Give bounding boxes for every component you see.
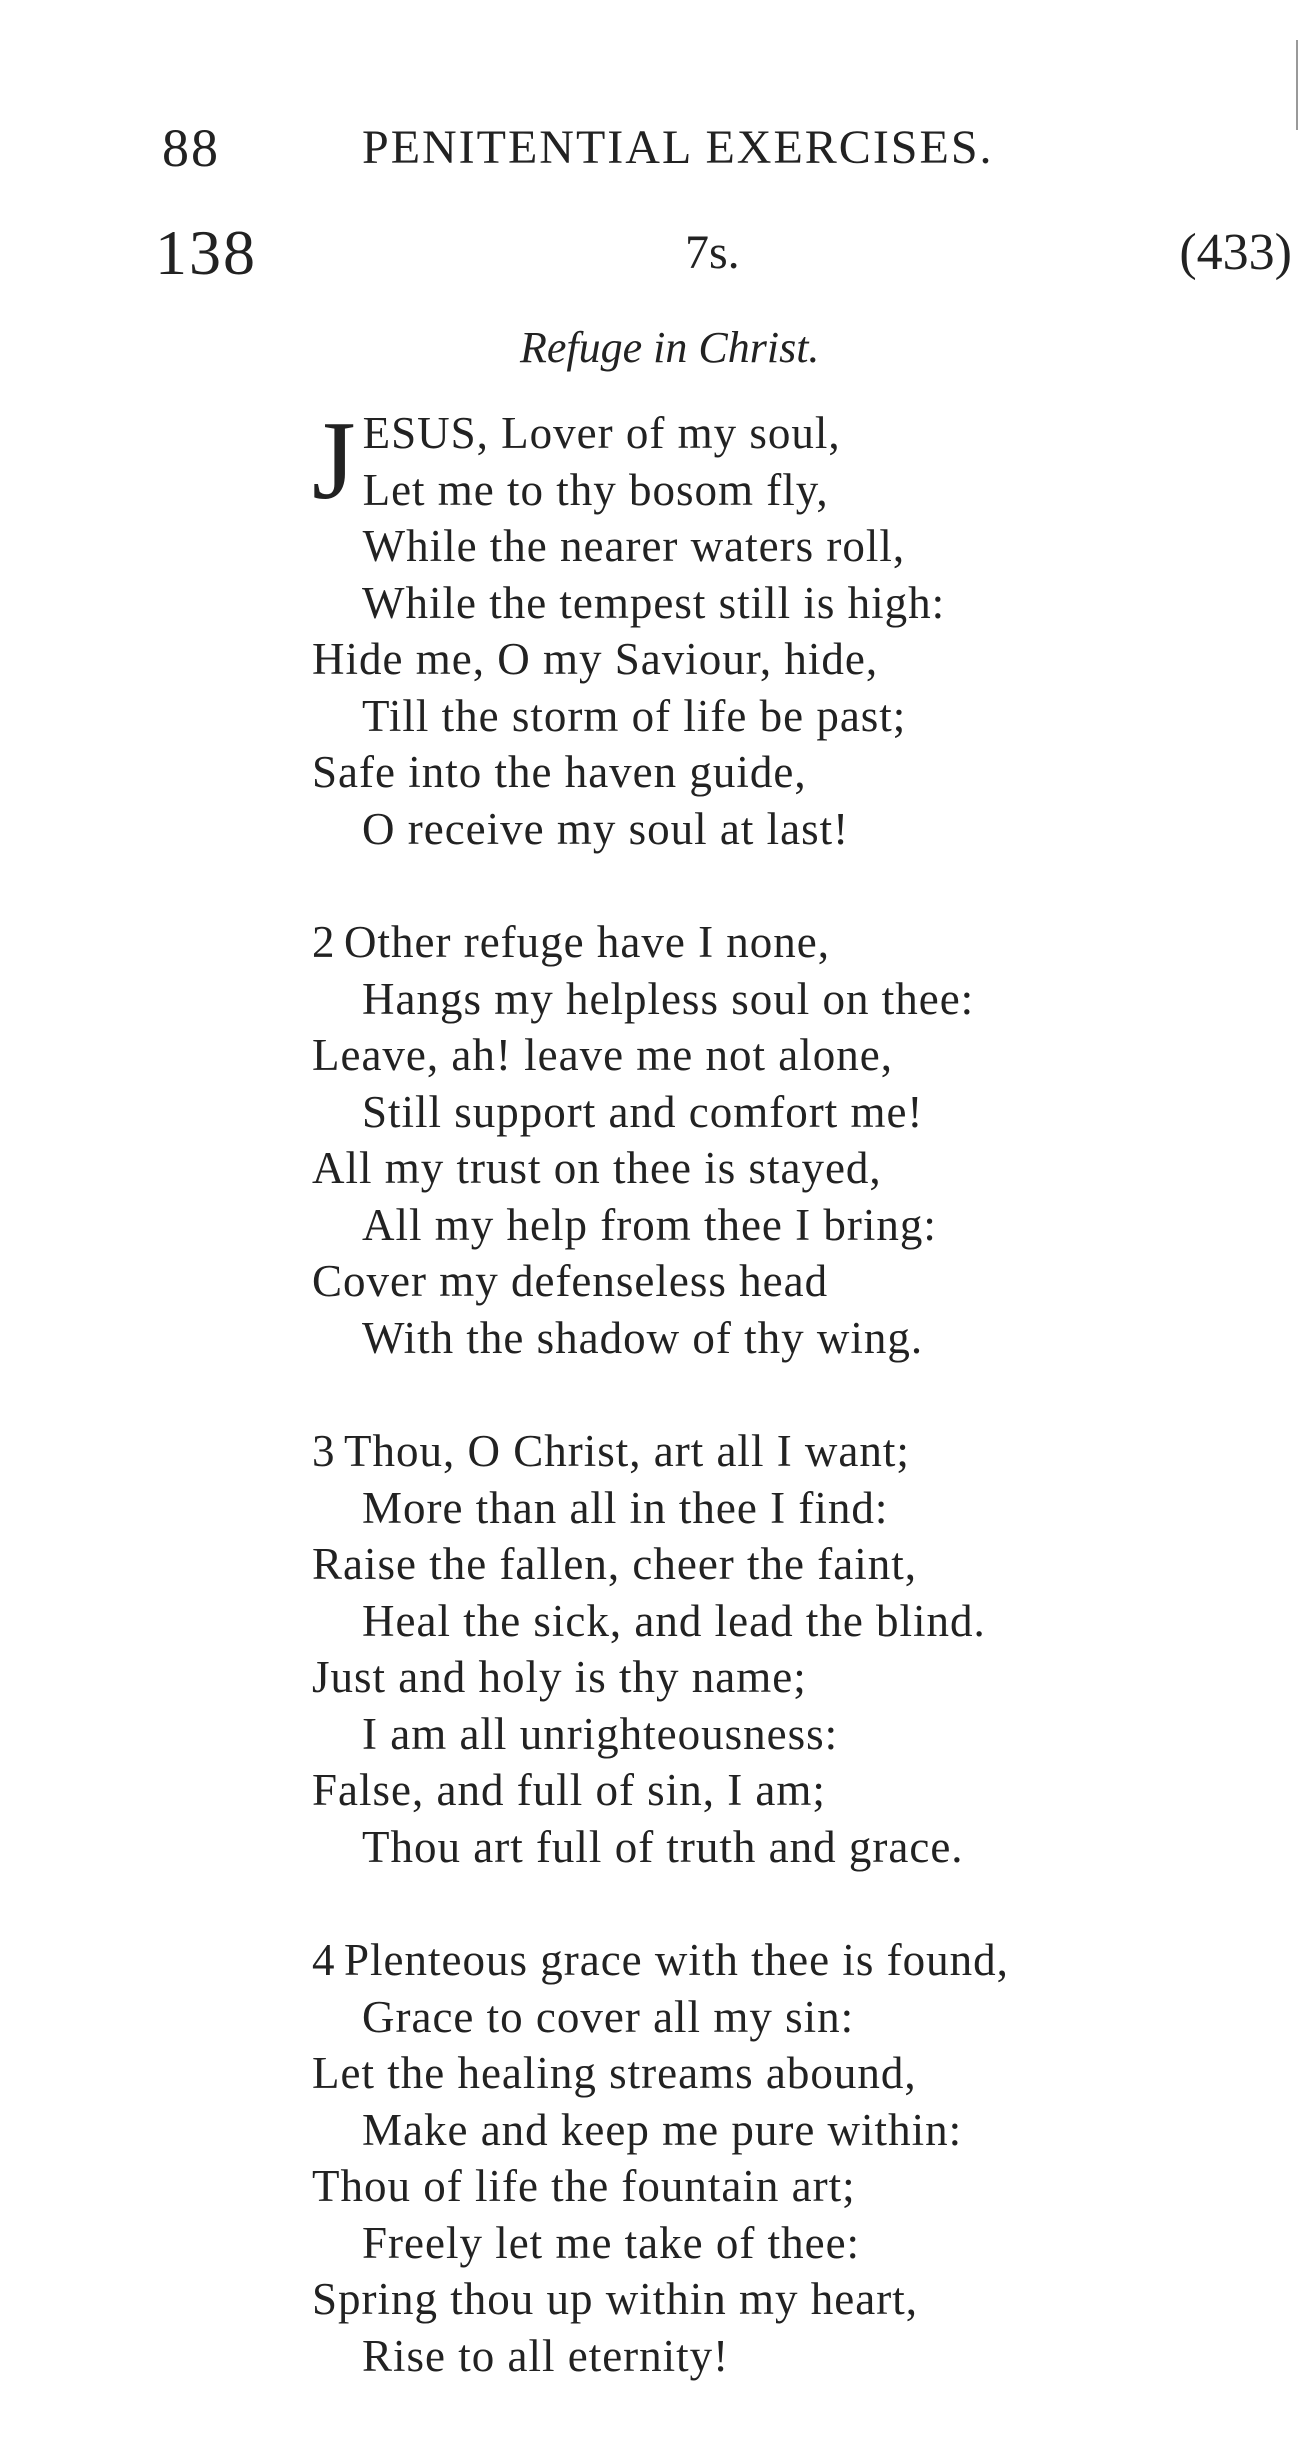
section-title: PENITENTIAL EXERCISES. [362, 121, 994, 174]
verse-line: False, and full of sin, I am; [312, 1765, 826, 1815]
verse-line [312, 1423, 1242, 1480]
stanza-4 [312, 1932, 1242, 2384]
verse-line: Heal the sick, and lead the blind. [362, 1595, 986, 1646]
stanza-3 [312, 1423, 1242, 1875]
verse-line: Freely let me take of thee: [362, 2217, 861, 2268]
page-number: 88 [162, 118, 220, 178]
verse-line: Safe into the haven guide, [312, 747, 807, 797]
verse-line: Let me to thy bosom fly, [362, 464, 829, 515]
verse-text: Other refuge have I none, [344, 917, 831, 967]
verse-text: Plenteous grace with thee is found, [344, 1935, 1009, 1985]
verse-line: Spring thou up within my heart, [312, 2274, 918, 2324]
verse-line: Just and holy is thy name; [312, 1652, 807, 1702]
hymn-title: Refuge in Christ. [520, 323, 820, 372]
hymn-text [312, 399, 1242, 2441]
drop-cap: J [312, 399, 357, 523]
verse-line: ESUS, Lover of my soul, [362, 408, 841, 458]
verse-line: Let the healing streams abound, [312, 2048, 917, 2098]
verse-line: Make and keep me pure within: [362, 2104, 963, 2155]
verse-line: I am all unrighteousness: [362, 1708, 839, 1759]
verse-line: Grace to cover all my sin: [362, 1991, 855, 2042]
verse-text: Thou, O Christ, art all I want; [344, 1426, 910, 1476]
verse-line: Hangs my helpless soul on thee: [362, 973, 975, 1024]
verse-line: Thou art full of truth and grace. [362, 1821, 964, 1872]
verse-line: Thou of life the fountain art; [312, 2161, 856, 2211]
hymn-meter: 7s. [685, 226, 740, 279]
stanza-number: 2 [312, 917, 336, 967]
stanza-number: 4 [312, 1935, 336, 1985]
verse-line: O receive my soul at last! [362, 803, 850, 854]
verse-line: Till the storm of life be past; [362, 690, 907, 741]
verse-line: Cover my defenseless head [312, 1256, 829, 1306]
verse-line: Leave, ah! leave me not alone, [312, 1030, 893, 1080]
verse-line: While the nearer waters roll, [362, 521, 906, 571]
verse-line: All my trust on thee is stayed, [312, 1143, 882, 1193]
verse-line: More than all in thee I find: [362, 1482, 889, 1533]
verse-line: All my help from thee I bring: [362, 1199, 937, 1250]
verse-line: Hide me, O my Saviour, hide, [312, 634, 879, 684]
verse-line [312, 914, 1242, 971]
stanza-2 [312, 914, 1242, 1366]
verse-line: Raise the fallen, cheer the faint, [312, 1539, 917, 1589]
verse-line: Still support and comfort me! [362, 1086, 924, 1137]
hymn-number: 138 [155, 217, 257, 288]
stanza-number: 3 [312, 1426, 336, 1476]
hymn-alt-number: (433) [1179, 224, 1292, 281]
verse-line: While the tempest still is high: [362, 577, 946, 628]
running-head [162, 118, 1088, 178]
verse-line [312, 1932, 1242, 1989]
hymn-header [155, 218, 1292, 288]
verse-line: With the shadow of thy wing. [362, 1312, 924, 1363]
verse-line: Rise to all eternity! [362, 2330, 730, 2381]
stanza-1 [312, 399, 1242, 857]
